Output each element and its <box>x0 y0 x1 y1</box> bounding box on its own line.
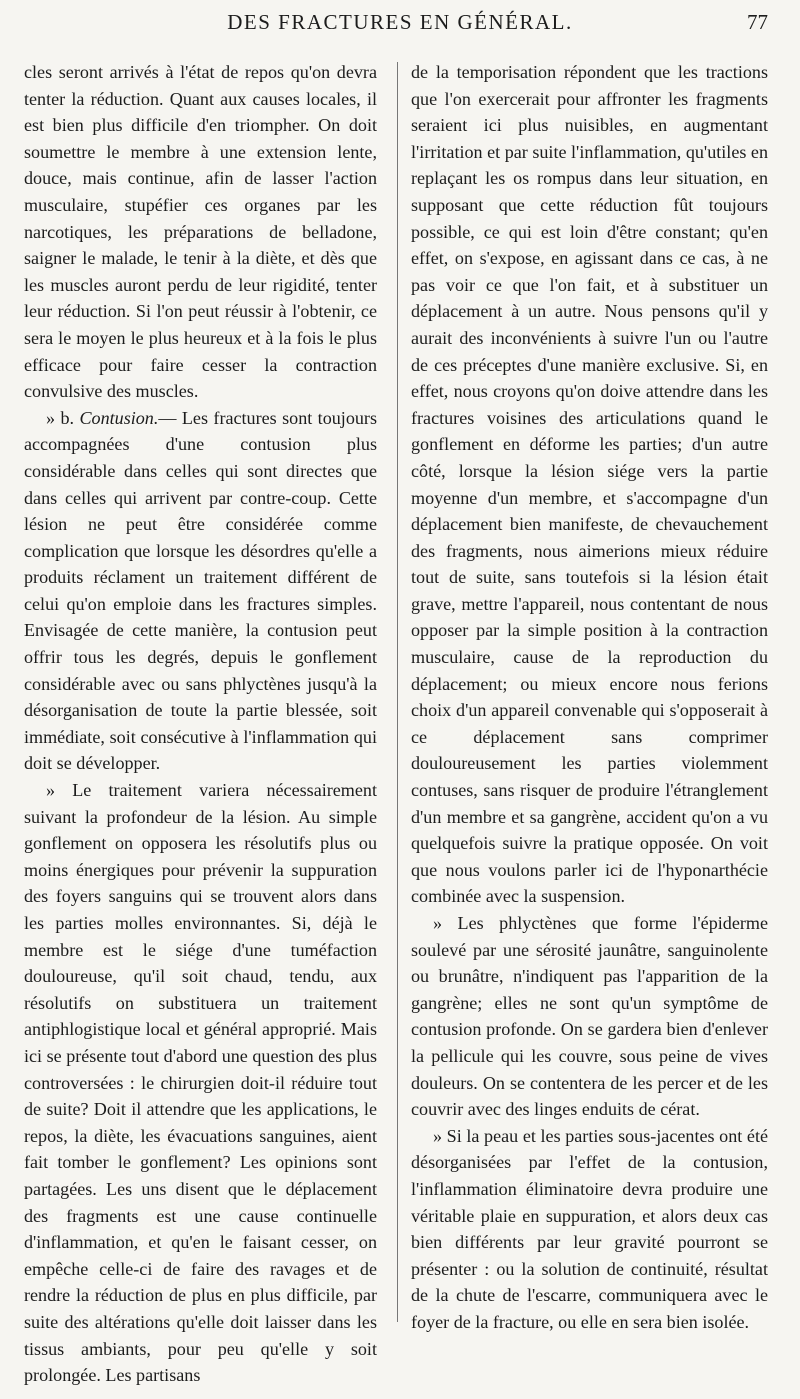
left-paragraph-2 <box>24 405 377 777</box>
right-paragraph-3: » Si la peau et les parties sous-jacentes ont été désorganisées par l'effet de la contusion, l'inflammation éliminatoire devra produire une véritable plaie en suppuration, et alors deux cas bien différents par leur gravité pourront se présenter : ou la solution de continuité, résultat de la chute de l'escarre, communiquera avec le foyer de la fracture, ou elle en sera bien isolée. <box>411 1125 768 1332</box>
page-header <box>0 10 800 50</box>
paragraph-lead: » b. <box>46 407 80 428</box>
right-paragraph-1: de la temporisation répondent que les tractions que l'on exercerait pour affronter les fragments seraient ici plus nuisibles, en augmentant l'irritation et par suite l'inflammation, qu'utiles en replaçant les os rompus dans leur situation, en supposant que cette réduction fût toujours possible, ce qui est loin d'être constant; qu'en effet, on s'expose, en agissant dans ce cas, à ne pas voir ce que l'on fait, et à substituer un déplacement à un autre. Nous pensons qu'il y aurait des inconvénients à suivre l'un ou l'autre de ces préceptes d'une manière exclusive. Si, en effet, nous croyons qu'on doive attendre dans les fractures voisines des articulations quand le gonflement en déforme les parties; d'un autre côté, lorsque la lésion siége vers la partie moyenne d'un membre, et s'accompagne d'un déplacement bien manifeste, de chevauchement des fragments, nous aimerions mieux réduire tout de suite, sans toutefois si la lésion était grave, mettre l'appareil, nous contentant de nous opposer par la simple position à la contraction musculaire, cause de la reproduction du déplacement; ou mieux encore nous ferions choix d'un appareil convenable qui s'opposerait à ce déplacement sans comprimer douloureusement les parties violemment contuses, sans risquer de produire l'étranglement d'un membre et sa gangrène, accident qu'on a vu quelquefois suivre la pratique opposée. On voit que nous voulons parler ici de l'hyponarthécie combinée avec la suspension. <box>411 62 768 907</box>
right-paragraph-2: » Les phlyctènes que forme l'épiderme soulevé par une sérosité jaunâtre, sanguinolente ou brunâtre, n'indiquent pas l'apparition de la gangrène; elles ne sont qu'un symptôme de contusion profonde. On se gardera bien d'enlever la pellicule qui les couvre, sous peine de vives douleurs. On se contentera de les percer et de les couvrir avec des linges enduits de cérat. <box>411 913 768 1120</box>
column-divider <box>397 62 398 1322</box>
section-title-contusion: Contusion. <box>79 407 159 428</box>
running-title: DES FRACTURES EN GÉNÉRAL. <box>227 10 573 34</box>
right-column <box>411 59 768 1336</box>
page-number: 77 <box>747 10 768 34</box>
left-paragraph-3: » Le traitement variera nécessairement suivant la profondeur de la lésion. Au simple gonflement on opposera les résolutifs plus ou moins énergiques pour prévenir la suppuration des foyers sanguins qui se trouvent alors dans les parties molles environnantes. Si, déjà le membre est le siége d'une tuméfaction douloureuse, qu'il soit chaud, tendu, aux résolutifs on substituera un traitement antiphlogistique local et général approprié. Mais ici se présente tout d'abord une question des plus controversées : le chirurgien doit-il réduire tout de suite? Doit il attendre que les applications, le repos, la diète, les évacuations sanguines, aient fait tomber le gonflement? Les opinions sont partagées. Les uns disent que le déplacement des fragments est une cause continuelle d'inflammation, et qu'en le faisant cesser, on empêche celle-ci de faire des ravages et de rendre la réduction de plus en plus difficile, par suite des altérations qu'elle doit laisser dans les tissus ambiants, pour peu qu'elle y soit prolongée. Les partisans <box>24 780 377 1386</box>
paragraph-body: — Les fractures sont toujours accompagnées d'une contusion plus considérable dans celles qui sont directes que dans celles qui arrivent par contre-coup. Cette lésion ne peut être considérée comme complication que lorsque les désordres qu'elle a produits réclament un traitement différent de celui qu'on emploie dans les fractures simples. Envisagée de cette manière, la contusion peut offrir tous les degrés, depuis le gonflement considérable avec ou sans phlyctènes jusqu'à la désorganisation de toute la partie blessée, soit immédiate, soit consécutive à l'inflammation qui doit se développer. <box>24 407 377 774</box>
left-column <box>24 59 377 1389</box>
left-paragraph-1: cles seront arrivés à l'état de repos qu'on devra tenter la réduction. Quant aux causes locales, il est bien plus difficile d'en triompher. On doit soumettre le membre à une extension lente, douce, mais continue, afin de lasser l'action musculaire, stupéfier ces organes par les narcotiques, les préparations de belladone, saigner le malade, le tenir à la diète, et dès que les muscles auront perdu de leur rigidité, tenter leur réduction. Si l'on peut réussir à l'obtenir, ce sera le moyen le plus heureux et à la fois le plus efficace pour faire cesser la contraction convulsive des muscles. <box>24 62 377 402</box>
